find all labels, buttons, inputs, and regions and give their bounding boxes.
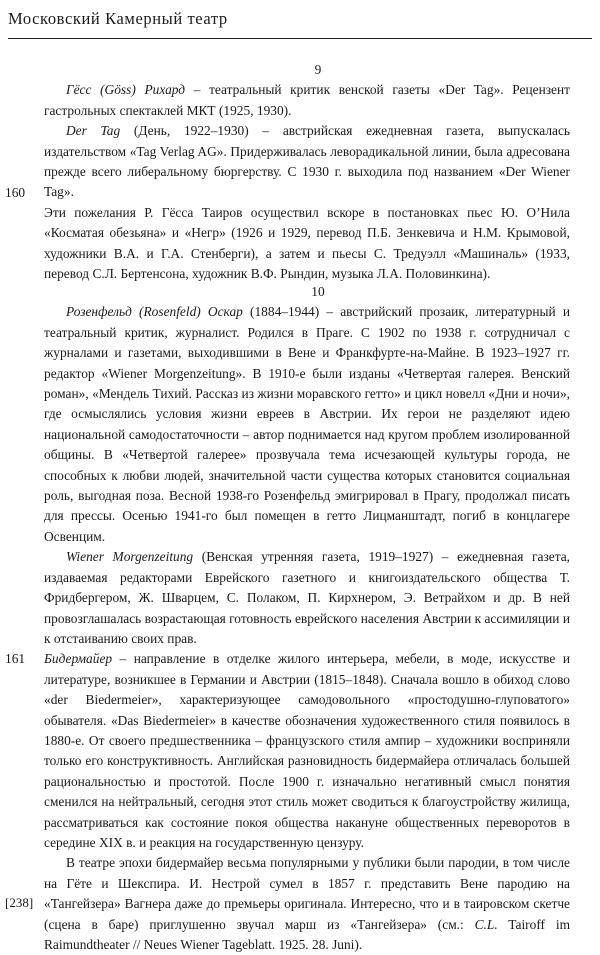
section-number: 10: [311, 284, 325, 299]
note-paragraph: [44, 853, 570, 955]
note-paragraph: [44, 547, 570, 649]
note-headword: Розенфельд (Rosenfeld) Оскар: [66, 304, 243, 320]
note-headword: Wiener Morgenzeitung: [66, 549, 194, 565]
note-paragraph: [44, 302, 570, 547]
note-paragraph: [44, 649, 570, 853]
margin-note-number: 161: [5, 651, 26, 666]
page-folio: [238]: [5, 895, 34, 910]
note-text: В театре эпохи бидермайер весьма популярными у публики были пародии, в том числе на Гёте и Шекспира. И. Нестрой сумел в 1857 г. представить Вене пародию на «Тангейзера» Вагнера даже до премьеры оригинала. Интересно, что и в таировском скетче (сцена в баре) приглушенно звучал марш из «Тангейзера» (см.:: [44, 855, 570, 932]
note-text: – направление в отделке жилого интерьера, мебели, в моде, искусстве и литературе, возникшее в Германии и Австрии (1815–1848). Сначала вошло в обиход слово «der Biedermeier», характеризующее самодовольного «простодушно-глуповатого» обывателя. «Das Biedermeier» в качестве обозначения художественного стиля появилось в 1880-е. От своего предшественника – французского стиля ампир – художники восприняли только его конструктивность. Английская разновидность бидермайера отличалась большей рациональностью и простотой. После 1900 г. изначально негативный смысл понятия сменился на нейтральный, сегодня этот стиль может сводиться к благоустройству жилища, рассматриваться как состояние покоя общества накануне общественных переворотов в середине XIX в. и реакция на государственную цензуру.: [44, 651, 570, 850]
note-citation-author: C.L.: [474, 916, 498, 932]
note-text: Tairoff im Raimundtheater // Neues Wiener Tageblatt. 1925. 28. Juni).: [44, 916, 570, 952]
note-headword: Гёсс (Göss) Рихард: [66, 82, 186, 98]
note-paragraph: [44, 121, 570, 203]
note-text: – театральный критик венской газеты «Der Tag». Рецензент гастрольных спектаклей МКТ (1925, 1930).: [44, 82, 570, 118]
section-number: 9: [314, 62, 322, 77]
notes-section-9: [44, 60, 570, 284]
note-text: (1884–1944) – австрийский прозаик, литературный и театральный критик, журналист. Родился в Праге. С 1902 по 1938 г. сотрудничал с журналами и газетами, выходившими в Вене и Франкфурте-на-Майне. В 1923–1927 гг. редактор «Wiener Morgenzeitung». В 1910-е были изданы «Четвертая галерея. Венский роман», «Мендель Тихий. Рассказ из жизни моравского гетто» и цикл новелл «Дни и ночи», где осмыслялись условия жизни евреев в Австрии. Их герои не разделяют идею национальной самодостаточности – автор поднимается над кругом проблем изолированной общины. В «Четвертой галерее» прозвучала тема исчезающей культуры города, не способных к любви людей, значительной части существа которых становится социальная роль, выгодная поза. Весной 1938-го Розенфельд эмигрировал в Прагу, продолжал писать для прессы. Осенью 1941-го был помещен в гетто Лицманштадт, погиб в концлагере Освенцим.: [44, 304, 571, 544]
note-paragraph: [44, 203, 570, 285]
notes-section-10: [44, 282, 570, 955]
running-head: Московский Камерный театр: [8, 9, 228, 28]
note-text: (День, 1922–1930) – австрийская ежедневная газета, выпускалась издательством «Tag Verlag AG». Придерживалась леворадикальной линии, была адресована прежде всего либеральному бюргерству. С 1930 г. выходила под названием «Der Wiener Tag».: [44, 123, 570, 200]
note-paragraph: [44, 80, 570, 121]
note-headword: Бидермайер: [44, 651, 113, 667]
header-rule: [8, 38, 592, 39]
note-headword: Der Tag: [66, 123, 121, 139]
note-text: (Венская утренняя газета, 1919–1927) – ежедневная газета, издаваемая редакторами Еврейского газетного и книгоиздательского общества Т. Фридбергером, Ж. Шварцем, С. Полаком, П. Кирхнером, Э. Ветрайхом и др. В ней провозглашалась возрастающая готовность еврейского населения Австрии к ассимиляции и к отстаиванию своих прав.: [44, 549, 570, 646]
margin-note-number: 160: [5, 185, 26, 200]
note-text: Эти пожелания Р. Гёсса Таиров осуществил вскоре в постановках пьес Ю. О’Нила «Косматая обезьяна» и «Негр» (1926 и 1929, перевод П.Б. Зенкевича и Н.М. Крымовой, художники В.А. и Г.А. Стенберги), а затем и пьесы С. Тредуэлл «Машиналь» (1933, перевод С.Л. Бертенсона, художник В.Ф. Рындин, музыка Л.А. Половинкина).: [44, 204, 570, 282]
